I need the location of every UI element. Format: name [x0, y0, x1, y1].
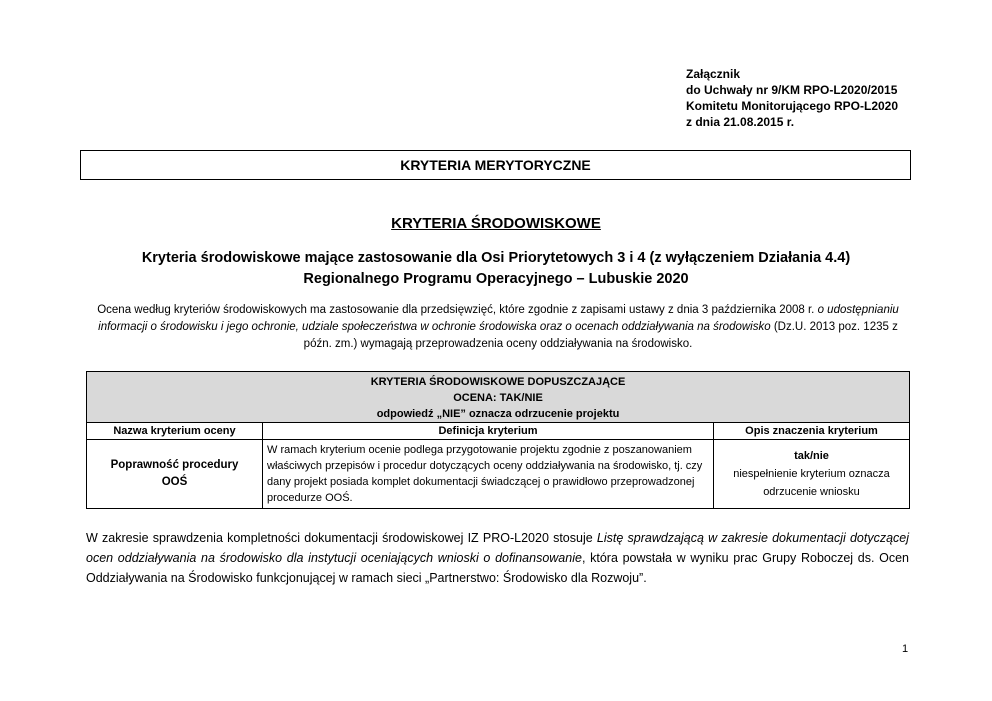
attachment-line: Komitetu Monitorującego RPO-L2020 [686, 99, 899, 113]
closing-italic-text: Listę sprawdzającą w zakresie dokumentacji dotyczącej ocen oddziaływania na środowisko dla instytucji oceniających wnioski o dofinansowanie [86, 531, 910, 565]
criterion-name-cell [87, 440, 263, 509]
intro-text: Ocena według kryteriów środowiskowych ma zastosowanie dla przedsięwzięć, które zgodnie z zapisami ustawy z dnia 3 października 2008 r. [97, 304, 818, 316]
column-header-definition: Definicja kryterium [263, 423, 714, 440]
band-title: KRYTERIA ŚRODOWISKOWE DOPUSZCZAJĄCE [370, 376, 626, 388]
band-rating: OCENA: TAK/NIE [453, 392, 543, 404]
band-note: odpowiedź „NIE” oznacza odrzucenie projektu [376, 408, 620, 420]
table-header-row [87, 423, 910, 440]
merit-criteria-box [80, 150, 911, 180]
criterion-name-line: Poprawność procedury [110, 459, 239, 471]
table-band [87, 372, 910, 423]
page-number: 1 [902, 643, 909, 655]
criteria-table [86, 371, 910, 509]
criterion-name-line: OOŚ [161, 476, 188, 488]
intro-italic-text: o udostępnianiu informacji o środowisku i jego ochronie, udziale społeczeństwa w ochronie środowiska oraz o ocenach oddziaływania na środowisko [98, 304, 899, 333]
column-header-name: Nazwa kryterium oceny [87, 423, 263, 440]
criterion-description-cell [714, 440, 910, 509]
criterion-consequence: niespełnienie kryterium oznacza odrzucenie wniosku [733, 468, 890, 498]
closing-paragraph [86, 528, 909, 588]
intro-tail-text: (Dz.U. 2013 poz. 1235 z późn. zm.) wymagają przeprowadzenia oceny oddziaływania na środowisko. [303, 321, 898, 350]
attachment-line: Załącznik [686, 67, 741, 81]
section-title: KRYTERIA ŚRODOWISKOWE [391, 215, 601, 232]
closing-tail-text: , która powstała w wyniku prac Grupy Roboczej ds. Ocen Oddziaływania na Środowisko funkcjonującej w ramach sieci „Partnerstwo: Środowisko dla Rozwoju”. [86, 551, 910, 585]
attachment-line: z dnia 21.08.2015 r. [686, 115, 795, 129]
criterion-definition-cell: W ramach kryterium ocenie podlega przygotowanie projektu zgodnie z poszanowaniem właściwych przepisów i procedur dotyczących oceny oddziaływania na środowisko, tj. czy dany projekt posiada komplet dokumentacji świadczącej o prawidłowo przeprowadzonej procedurze OOŚ. [263, 440, 714, 509]
criterion-rating: tak/nie [794, 450, 829, 462]
subtitle-line: Regionalnego Programu Operacyjnego – Lubuskie 2020 [303, 271, 689, 287]
intro-paragraph [86, 302, 910, 353]
column-header-description: Opis znaczenia kryterium [714, 423, 910, 440]
merit-criteria-title: KRYTERIA MERYTORYCZNE [400, 157, 591, 173]
attachment-note [686, 66, 898, 130]
attachment-line: do Uchwały nr 9/KM RPO-L2020/2015 [686, 83, 898, 97]
table-row [87, 440, 910, 509]
subtitle-line: Kryteria środowiskowe mające zastosowanie dla Osi Priorytetowych 3 i 4 (z wyłączeniem Działania 4.4) [141, 250, 851, 266]
subtitle [0, 248, 992, 290]
table-band-row [87, 372, 910, 423]
closing-text: W zakresie sprawdzenia kompletności dokumentacji środowiskowej IZ PRO-L2020 stosuje [86, 531, 597, 545]
